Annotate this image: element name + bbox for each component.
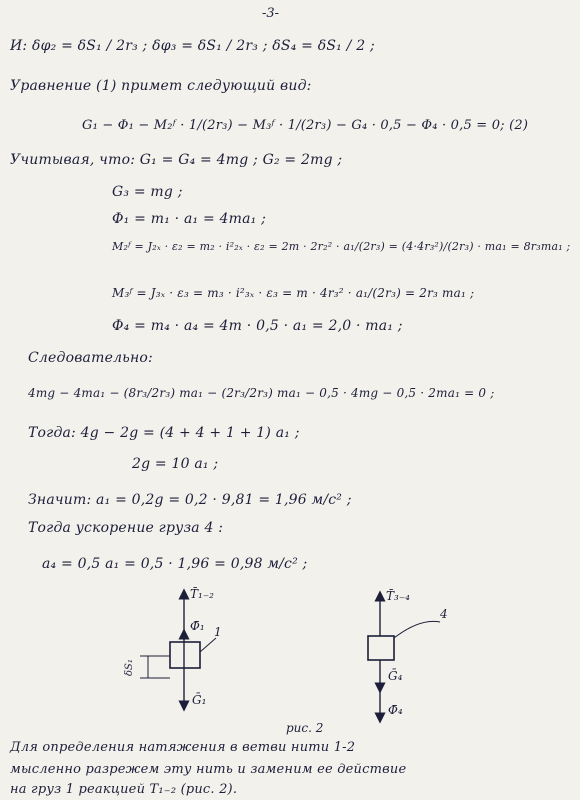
label-T34: T̄₃₋₄ [386,589,410,603]
text-line-1: И: δφ₂ = δS₁ / 2r₃ ; δφ₃ = δS₁ / 2r₃ ; δS₄ = δS₁ / 2 ; [10,38,375,54]
text-line-13: 2g = 10 a₁ ; [132,456,219,472]
label-G1: Ḡ₁ [192,693,207,707]
text-line-16: a₄ = 0,5 a₁ = 0,5 · 1,96 = 0,98 м/с² ; [42,556,308,572]
text-line-18: мысленно разрежем эту нить и заменим ее действие [10,762,407,777]
text-line-4: Учитывая, что: G₁ = G₄ = 4mg ; G₂ = 2mg ; [10,152,343,168]
text-line-14: Значит: a₁ = 0,2g = 0,2 · 9,81 = 1,96 м/с² ; [28,492,352,508]
text-line-12: Тогда: 4g − 2g = (4 + 4 + 1 + 1) a₁ ; [28,425,300,441]
label-G4: Ḡ₄ [388,669,403,683]
text-line-15: Тогда ускорение груза 4 : [28,520,224,536]
label-phi1: Φ̄₁ [190,619,205,633]
text-line-6: Φ₁ = m₁ · a₁ = 4ma₁ ; [112,211,267,227]
label-body4: 4 [440,607,448,621]
label-T12: T̄₁₋₂ [190,587,214,601]
text-line-10: Следовательно: [28,350,153,366]
body-4 [368,588,448,718]
label-dS1: δS₁ [124,659,135,676]
text-line-19: на груз 1 реакцией T₁₋₂ (рис. 2). [10,782,238,797]
text-line-7: M₂ᶠ = J₂ₓ · ε₂ = m₂ · i²₂ₓ · ε₂ = 2m · 2r₂² · a₁/(2r₃) = (4·4r₃²)/(2r₃) · ma₁ = 8r₃ma₁ ; [112,240,571,253]
text-line-5: G₃ = mg ; [112,184,183,200]
page-number: -3- [262,6,280,21]
text-line-17: Для определения натяжения в ветви нити 1-2 [10,740,356,755]
figure-caption: рис. 2 [286,721,324,735]
text-line-8: M₃ᶠ = J₃ₓ · ε₃ = m₃ · i²₃ₓ · ε₃ = m · 4r₃² · a₁/(2r₃) = 2r₃ ma₁ ; [112,286,475,300]
equation-2: G₁ − Φ₁ − M₂ᶠ · 1/(2r₃) − M₃ᶠ · 1/(2r₃) − G₄ · 0,5 − Φ₄ · 0,5 = 0; (2) [82,118,529,133]
label-phi4: Φ̄₄ [388,703,403,717]
text-line-11: 4mg − 4ma₁ − (8r₃/2r₃) ma₁ − (2r₃/2r₃) ma₁ − 0,5 · 4mg − 0,5 · 2ma₁ = 0 ; [28,386,495,400]
text-line-2: Уравнение (1) примет следующий вид: [10,78,312,94]
text-line-9: Φ₄ = m₄ · a₄ = 4m · 0,5 · a₁ = 2,0 · ma₁ ; [112,318,403,334]
body-1 [124,586,222,707]
figure-2 [0,578,580,738]
label-body1: 1 [214,625,222,639]
